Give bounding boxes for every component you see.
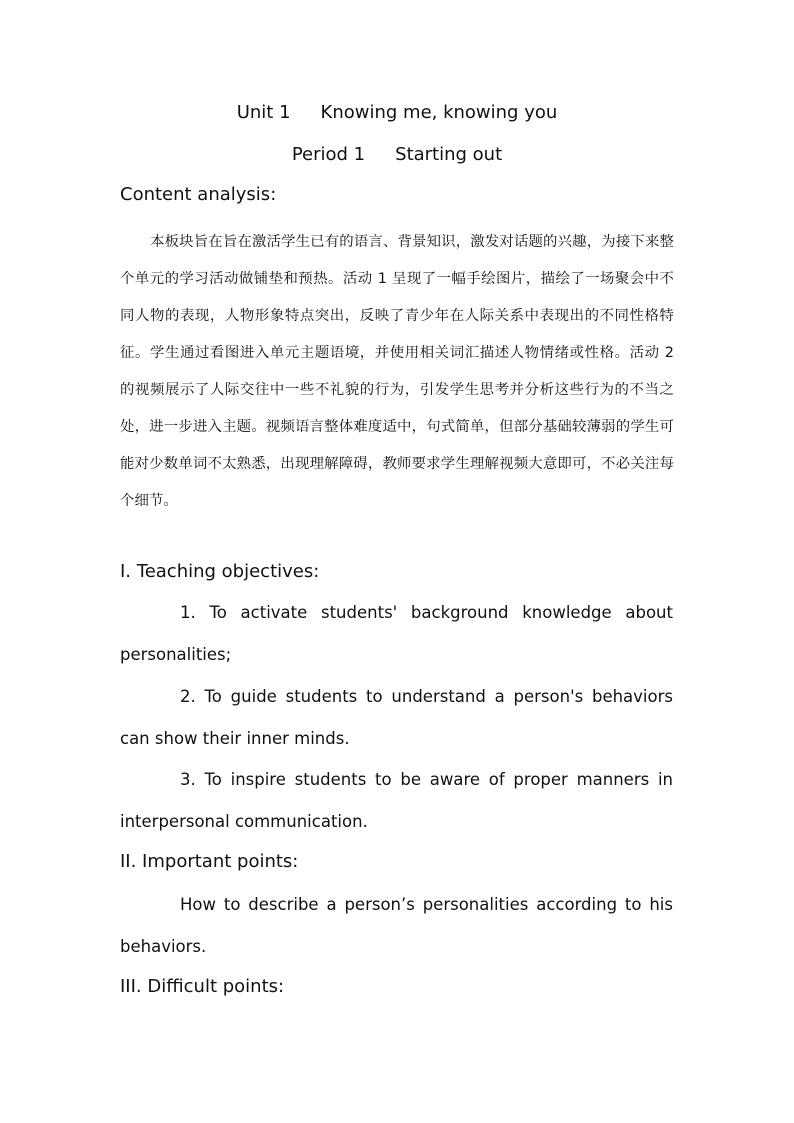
period-name: Starting out [395, 144, 503, 165]
important-points-text: How to describe a person’s personalities according to his behaviors. [120, 895, 673, 956]
important-points-heading: II. Important points: [120, 851, 299, 872]
content-analysis-heading: Content analysis: [120, 184, 277, 205]
unit-title [0, 102, 794, 123]
objective-item [120, 759, 673, 843]
objective-text: 1. To activate students' background knowledge about personalities; [120, 603, 673, 664]
objective-text: 2. To guide students to understand a person's behaviors can show their inner minds. [120, 687, 673, 748]
difficult-points-heading: III. Difficult points: [120, 976, 285, 997]
period-title [0, 144, 794, 165]
period-number: Period 1 [291, 144, 366, 165]
objective-item [120, 592, 673, 676]
teaching-objectives-heading: I. Teaching objectives: [120, 561, 320, 582]
important-points-paragraph [120, 884, 673, 968]
unit-name: Knowing me, knowing you [320, 102, 558, 123]
content-analysis-paragraph [120, 224, 674, 520]
content-analysis-text: 本板块旨在旨在激活学生已有的语言、背景知识，激发对话题的兴趣，为接下来整个单元的学习活动做铺垫和预热。活动 1 呈现了一幅手绘图片，描绘了一场聚会中不同人物的表现，人物形象特点突出，反映了青少年在人际关系中表现出的不同性格特征。学生通过看图进入单元主题语境，并使用相关词汇描述人物情绪或性格。活动 2 的视频展示了人际交往中一些不礼貌的行为，引发学生思考并分析这些行为的不当之处，进一步进入主题。视频语言整体难度适中，句式简单，但部分基础较薄弱的学生可能对少数单词不太熟悉，出现理解障碍，教师要求学生理解视频大意即可，不必关注每个细节。 [120, 234, 674, 509]
objective-item [120, 676, 673, 760]
unit-number: Unit 1 [236, 102, 291, 123]
objective-text: 3. To inspire students to be aware of proper manners in interpersonal communication. [120, 770, 673, 831]
